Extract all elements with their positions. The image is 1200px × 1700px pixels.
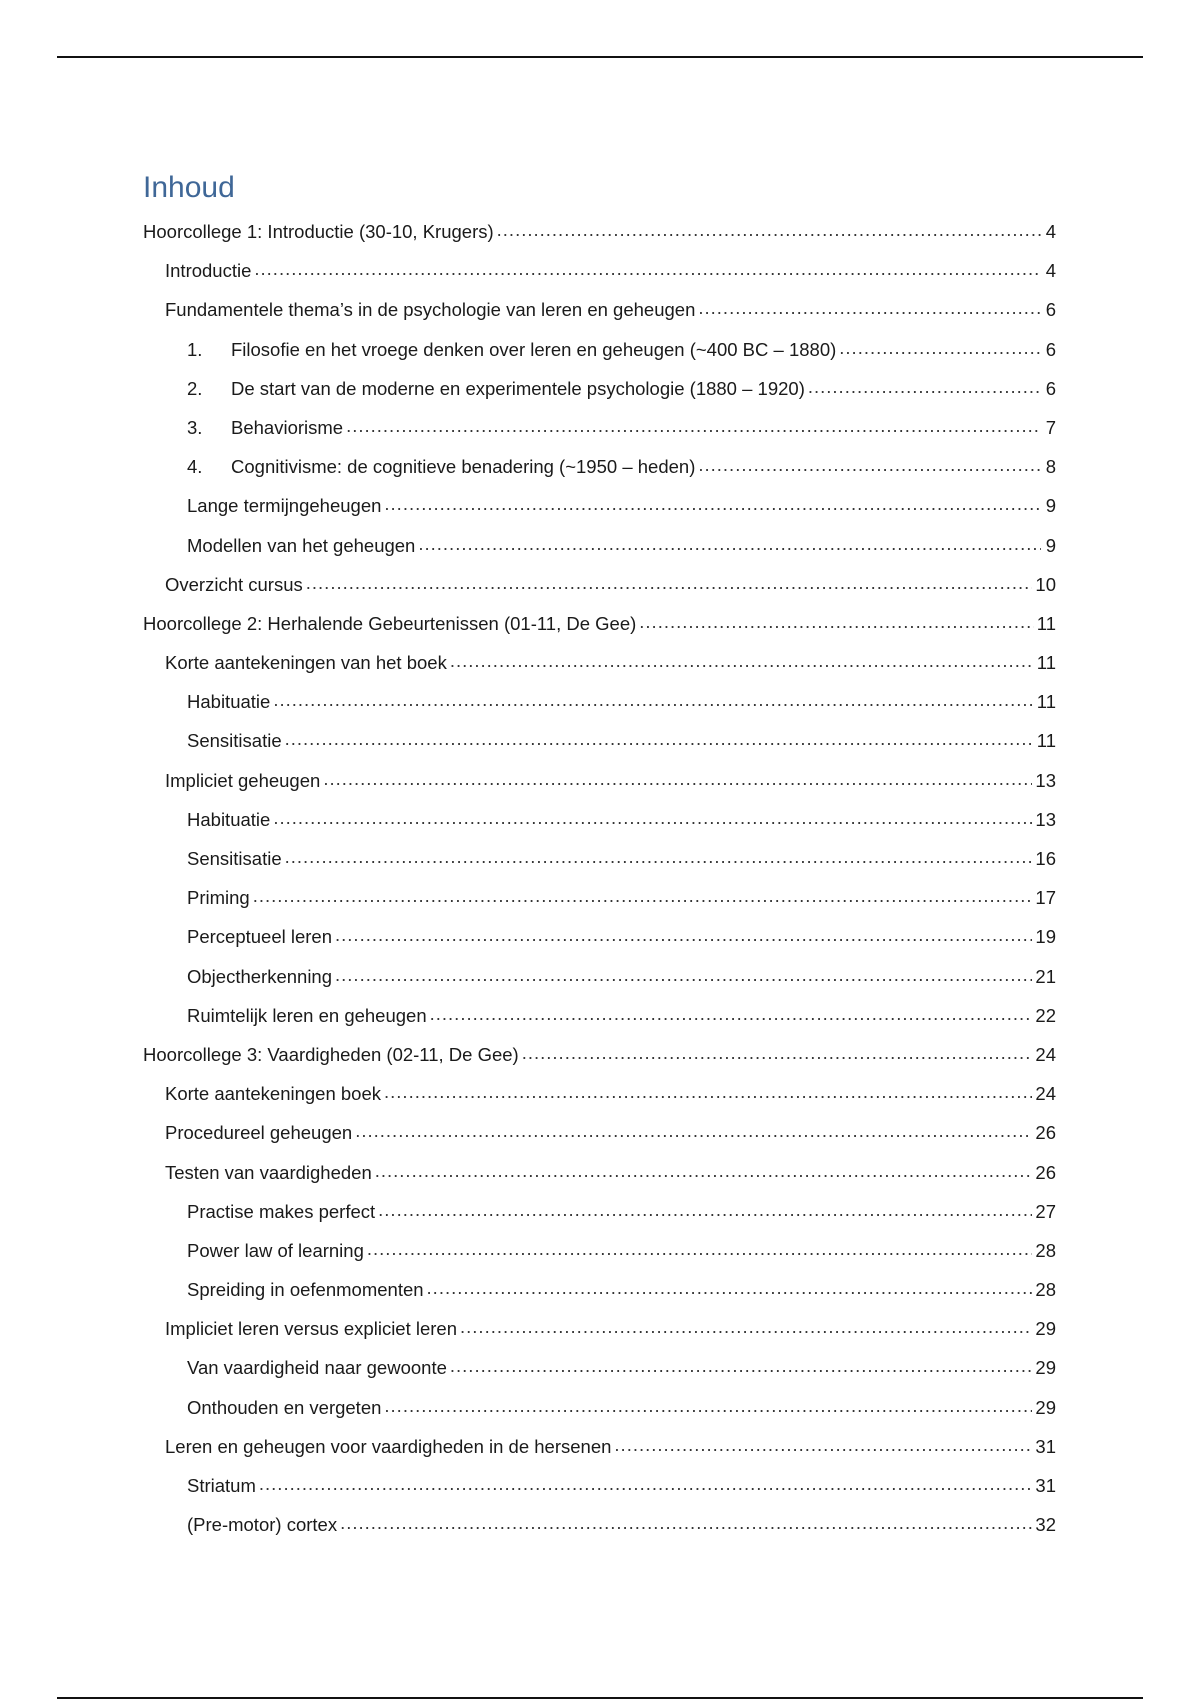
toc-entry-page: 27 — [1035, 1200, 1056, 1222]
toc-entry-page: 10 — [1035, 573, 1056, 595]
toc-entry-label: Korte aantekeningen boek — [165, 1083, 382, 1105]
toc-entry[interactable] — [143, 1153, 1056, 1192]
toc-entry-label: De start van de moderne en experimentele psychologie (1880 – 1920) — [231, 377, 805, 399]
toc-entry-page: 6 — [1045, 338, 1056, 360]
toc-entry[interactable] — [143, 1348, 1056, 1387]
dot-leader — [259, 1464, 1033, 1503]
toc-entry-label: Filosofie en het vroege denken over leren en geheugen (~400 BC – 1880) — [231, 338, 837, 360]
dot-leader — [614, 1425, 1032, 1464]
toc-entry-page: 19 — [1035, 926, 1056, 948]
toc-entry[interactable] — [143, 721, 1056, 760]
toc-entry[interactable] — [143, 1427, 1056, 1466]
dot-leader — [285, 719, 1034, 758]
toc-entry-label: Onthouden en vergeten — [187, 1396, 382, 1418]
toc-entry-page: 29 — [1035, 1396, 1056, 1418]
toc-entry-label: Perceptueel leren — [187, 926, 333, 948]
toc-entry[interactable] — [143, 251, 1056, 290]
toc-entry-label: (Pre-motor) cortex — [187, 1514, 338, 1536]
toc-entry-label: Sensitisatie — [187, 848, 282, 869]
toc-entry[interactable] — [143, 839, 1056, 878]
dot-leader — [698, 445, 1041, 484]
dot-leader — [335, 915, 1032, 954]
dot-leader — [427, 1268, 1033, 1307]
dot-leader — [450, 641, 1034, 680]
toc-entry[interactable] — [143, 682, 1056, 721]
toc-entry-page: 4 — [1045, 221, 1056, 242]
toc-entry-page: 32 — [1035, 1514, 1056, 1536]
toc-entry-label: Introductie — [165, 260, 252, 282]
toc-entry-page: 24 — [1035, 1043, 1056, 1065]
toc-entry[interactable] — [143, 761, 1056, 800]
toc-entry-label: Ruimtelijk leren en geheugen — [187, 1004, 427, 1026]
toc-entry-page: 13 — [1035, 808, 1056, 830]
toc-entry-label: Lange termijngeheugen — [187, 495, 382, 517]
toc-entry-page: 29 — [1035, 1357, 1056, 1379]
toc-entry-page: 9 — [1045, 534, 1056, 556]
toc-entry[interactable] — [143, 878, 1056, 917]
toc-entry[interactable] — [143, 1074, 1056, 1113]
toc-entry[interactable] — [143, 957, 1056, 996]
dot-leader — [335, 955, 1032, 994]
toc-entry-label: Behaviorisme — [231, 416, 344, 438]
toc-entry-label: Impliciet leren versus expliciet leren — [165, 1318, 458, 1340]
toc-entry-label: Habituatie — [187, 808, 271, 830]
toc-entry[interactable] — [143, 486, 1056, 525]
dot-leader — [323, 759, 1032, 798]
dot-leader — [460, 1307, 1032, 1346]
dot-leader — [430, 994, 1033, 1033]
toc-entry[interactable] — [143, 1270, 1056, 1309]
toc-entry-number: 4. — [187, 456, 203, 478]
toc-entry-page: 11 — [1036, 652, 1056, 674]
toc-entry-page: 31 — [1035, 1435, 1056, 1457]
footer-rule — [57, 1697, 1143, 1699]
toc-entry-page: 31 — [1035, 1475, 1056, 1496]
toc-entry-label: Hoorcollege 2: Herhalende Gebeurtenissen (01-11, De Gee) — [143, 612, 637, 634]
toc-entry[interactable] — [143, 1035, 1056, 1074]
dot-leader — [384, 1386, 1032, 1425]
toc-entry-label: Habituatie — [187, 691, 271, 713]
toc-entry[interactable] — [143, 1505, 1056, 1544]
toc-entry-label: Impliciet geheugen — [165, 769, 321, 791]
dot-leader — [497, 210, 1041, 249]
dot-leader — [273, 798, 1032, 837]
dot-leader — [522, 1033, 1033, 1072]
toc-entry-number: 1. — [187, 338, 203, 360]
dot-leader — [285, 837, 1033, 876]
toc-entry[interactable] — [143, 290, 1056, 329]
dot-leader — [384, 484, 1041, 523]
toc-entry-page: 24 — [1035, 1083, 1056, 1105]
toc-entry-page: 13 — [1035, 769, 1056, 791]
toc-entry[interactable] — [143, 996, 1056, 1035]
toc-entry[interactable] — [143, 212, 1056, 251]
toc-entry-label: Practise makes perfect — [187, 1200, 376, 1222]
dot-leader — [839, 328, 1041, 367]
toc-entry-page: 28 — [1035, 1239, 1056, 1261]
toc-entry-label: Leren en geheugen voor vaardigheden in de hersenen — [165, 1435, 612, 1457]
toc-entry[interactable] — [143, 604, 1056, 643]
toc-entry-label: Sensitisatie — [187, 730, 282, 752]
header-rule — [57, 56, 1143, 58]
toc-entry[interactable] — [143, 1192, 1056, 1231]
toc-entry[interactable] — [143, 526, 1056, 565]
toc-entry-page: 28 — [1035, 1279, 1056, 1301]
toc-entry-page: 9 — [1045, 495, 1056, 517]
toc-entry-page: 16 — [1035, 848, 1056, 869]
dot-leader — [418, 524, 1041, 563]
toc-entry[interactable] — [143, 447, 1056, 486]
dot-leader — [384, 1072, 1032, 1111]
toc-entry-page: 21 — [1035, 965, 1056, 987]
dot-leader — [273, 680, 1033, 719]
toc-entry-number: 2. — [187, 377, 203, 399]
toc-entry-page: 26 — [1035, 1122, 1056, 1144]
dot-leader — [253, 876, 1033, 915]
toc-entry-page: 11 — [1036, 691, 1056, 713]
toc-entry[interactable] — [143, 917, 1056, 956]
toc-entry[interactable] — [143, 408, 1056, 447]
toc-entry[interactable] — [143, 1309, 1056, 1348]
dot-leader — [375, 1151, 1033, 1190]
table-of-contents — [143, 168, 1056, 1544]
toc-entry[interactable] — [143, 1388, 1056, 1427]
toc-entry-page: 4 — [1045, 260, 1056, 282]
dot-leader — [378, 1190, 1032, 1229]
dot-leader — [639, 602, 1034, 641]
dot-leader — [254, 249, 1041, 288]
toc-entry-page: 11 — [1036, 612, 1056, 634]
toc-entry[interactable] — [143, 565, 1056, 604]
dot-leader — [355, 1111, 1032, 1150]
toc-entry-label: Objectherkenning — [187, 965, 333, 987]
toc-entry[interactable] — [143, 1113, 1056, 1152]
toc-entry-label: Striatum — [187, 1475, 256, 1496]
toc-entry-label: Modellen van het geheugen — [187, 534, 416, 556]
toc-entry-label: Overzicht cursus — [165, 573, 303, 595]
toc-entry-label: Procedureel geheugen — [165, 1122, 353, 1144]
toc-entry-page: 7 — [1045, 416, 1056, 438]
toc-entry-page: 22 — [1035, 1004, 1056, 1026]
dot-leader — [450, 1346, 1033, 1385]
toc-entry-page: 6 — [1045, 299, 1056, 321]
toc-entry-label: Power law of learning — [187, 1239, 364, 1261]
toc-entry-label: Hoorcollege 1: Introductie (30-10, Krugers) — [143, 221, 494, 242]
toc-entry-label: Fundamentele thema’s in de psychologie van leren en geheugen — [165, 299, 696, 321]
toc-entry-label: Testen van vaardigheden — [165, 1161, 372, 1183]
dot-leader — [306, 563, 1033, 602]
dot-leader — [346, 406, 1041, 445]
toc-entry[interactable] — [143, 800, 1056, 839]
toc-entry-page: 29 — [1035, 1318, 1056, 1340]
toc-entry[interactable] — [143, 330, 1056, 369]
toc-entry-page: 6 — [1045, 377, 1056, 399]
toc-entry-label: Spreiding in oefenmomenten — [187, 1279, 424, 1301]
dot-leader — [340, 1503, 1032, 1542]
toc-entry-page: 26 — [1035, 1161, 1056, 1183]
toc-entry-label: Hoorcollege 3: Vaardigheden (02-11, De Gee) — [143, 1043, 519, 1065]
toc-entry-label: Korte aantekeningen van het boek — [165, 652, 447, 674]
toc-entry-number: 3. — [187, 416, 203, 438]
toc-entry-label: Cognitivisme: de cognitieve benadering (~1950 – heden) — [231, 456, 696, 478]
toc-entry-label: Van vaardigheid naar gewoonte — [187, 1357, 447, 1379]
toc-entry-page: 17 — [1035, 887, 1056, 909]
dot-leader — [808, 367, 1041, 406]
toc-entry-page: 8 — [1045, 456, 1056, 478]
toc-title: Inhoud — [143, 171, 235, 204]
toc-entry[interactable] — [143, 643, 1056, 682]
toc-entry[interactable] — [143, 1231, 1056, 1270]
toc-entry-page: 11 — [1036, 730, 1056, 752]
dot-leader — [698, 288, 1041, 327]
toc-entry[interactable] — [143, 369, 1056, 408]
dot-leader — [367, 1229, 1033, 1268]
toc-entry-label: Priming — [187, 887, 250, 909]
toc-entry[interactable] — [143, 1466, 1056, 1505]
